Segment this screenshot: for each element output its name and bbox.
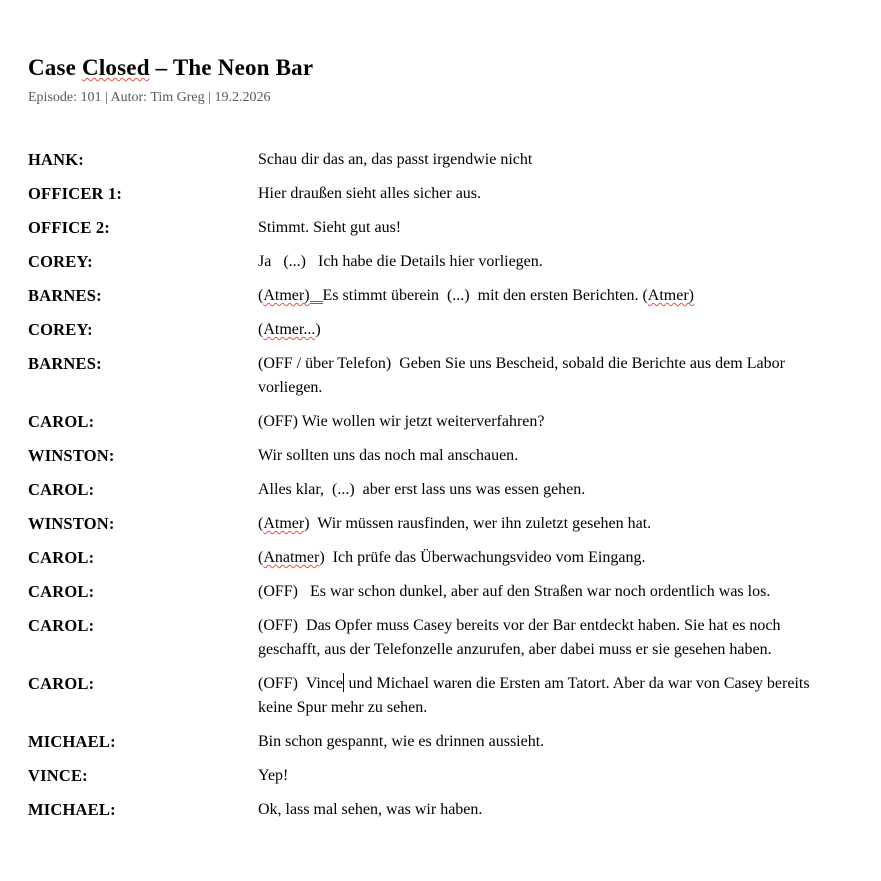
script-row <box>28 478 853 502</box>
script-row <box>28 764 853 788</box>
dialogue-segment[interactable]: Wir sollten uns das noch mal anschauen. <box>258 447 519 464</box>
script-row <box>28 182 853 206</box>
dialogue-segment[interactable]: und Michael waren die Ersten am Tatort. Aber da war von Casey bereits keine Spur mehr zu sehen. <box>258 675 814 716</box>
dialogue-segment[interactable]: Ok, lass mal sehen, was wir haben. <box>258 801 483 818</box>
document-meta[interactable]: Episode: 101 | Autor: Tim Greg | 19.2.2026 <box>28 90 271 105</box>
dialogue-segment[interactable]: Alles klar, (...) aber erst lass uns was essen gehen. <box>258 481 586 498</box>
dialogue-segment[interactable]: Ja (...) Ich habe die Details hier vorliegen. <box>258 253 543 270</box>
script-row <box>28 730 853 754</box>
speaker-label[interactable]: MICHAEL: <box>28 800 116 819</box>
speaker-label[interactable]: CAROL: <box>28 412 95 431</box>
dialogue-segment[interactable]: Stimmt. Sieht gut aus! <box>258 219 402 236</box>
script-row <box>28 512 853 536</box>
title-segment[interactable]: Case <box>28 55 83 80</box>
speaker-label[interactable]: OFFICE 2: <box>28 218 111 237</box>
dialogue-text[interactable] <box>258 444 836 468</box>
script-row <box>28 410 853 434</box>
dialogue-segment[interactable]: (OFF) Vince <box>258 675 343 692</box>
speaker-label[interactable]: CAROL: <box>28 548 95 567</box>
speaker-label[interactable]: COREY: <box>28 320 93 339</box>
speaker-label[interactable]: BARNES: <box>28 354 102 373</box>
dialogue-segment[interactable]: ) <box>315 321 321 338</box>
speaker-label[interactable]: OFFICER 1: <box>28 184 123 203</box>
speaker-label[interactable]: CAROL: <box>28 616 95 635</box>
misspelled-word[interactable]: Atmer) <box>647 287 694 304</box>
dialogue-segment[interactable]: (OFF) Es war schon dunkel, aber auf den Straßen war noch ordentlich was los. <box>258 583 771 600</box>
speaker-label[interactable]: HANK: <box>28 150 84 169</box>
dialogue-text[interactable] <box>258 318 836 342</box>
dialogue-segment[interactable]: ( <box>258 321 264 338</box>
dialogue-segment[interactable]: ) Wir müssen rausfinden, wer ihn zuletzt gesehen hat. <box>304 515 652 532</box>
dialogue-segment[interactable]: (OFF) Wie wollen wir jetzt weiterverfahren? <box>258 413 545 430</box>
dialogue-segment[interactable]: Schau dir das an, das passt irgendwie nicht <box>258 151 533 168</box>
dialogue-text[interactable] <box>258 580 836 604</box>
dialogue-segment[interactable]: (OFF) Das Opfer muss Casey bereits vor der Bar entdeckt haben. Sie hat es noch geschafft, aus der Telefonzelle anzurufen, aber dabei muss er sie gesehen haben. <box>258 617 785 658</box>
script-row <box>28 798 853 822</box>
document-title[interactable] <box>28 54 853 82</box>
grammar-double-underline <box>310 284 323 304</box>
speaker-label[interactable]: COREY: <box>28 252 93 271</box>
dialogue-segment[interactable]: ) Ich prüfe das Überwachungsvideo vom Eingang. <box>319 549 646 566</box>
dialogue-segment[interactable]: Es stimmt überein (...) mit den ersten Berichten. ( <box>322 287 648 304</box>
dialogue-text[interactable] <box>258 148 836 172</box>
dialogue-text[interactable] <box>258 798 836 822</box>
dialogue-text[interactable] <box>258 250 836 274</box>
script-row <box>28 318 853 342</box>
dialogue-text[interactable] <box>258 182 836 206</box>
dialogue-text[interactable] <box>258 352 836 400</box>
misspelled-word[interactable]: Atmer) <box>263 287 310 304</box>
script-lines <box>28 148 853 822</box>
script-row <box>28 352 853 400</box>
speaker-label[interactable]: VINCE: <box>28 766 88 785</box>
dialogue-text[interactable] <box>258 546 836 570</box>
dialogue-text[interactable] <box>258 216 836 240</box>
title-segment[interactable]: – The Neon Bar <box>149 55 314 80</box>
dialogue-segment[interactable]: ( <box>258 549 264 566</box>
dialogue-text[interactable] <box>258 764 836 788</box>
speaker-label[interactable]: WINSTON: <box>28 514 115 533</box>
misspelled-word[interactable]: Atmer <box>263 515 305 532</box>
dialogue-text[interactable] <box>258 284 836 308</box>
speaker-label[interactable]: MICHAEL: <box>28 732 116 751</box>
dialogue-segment[interactable]: ( <box>258 287 264 304</box>
speaker-label[interactable]: WINSTON: <box>28 446 115 465</box>
script-row <box>28 444 853 468</box>
dialogue-segment[interactable]: Bin schon gespannt, wie es drinnen aussieht. <box>258 733 545 750</box>
dialogue-text[interactable] <box>258 512 836 536</box>
title-misspelled-word[interactable]: Closed <box>82 55 150 80</box>
script-row <box>28 148 853 172</box>
dialogue-segment[interactable]: Hier draußen sieht alles sicher aus. <box>258 185 482 202</box>
script-row <box>28 672 853 720</box>
dialogue-text[interactable] <box>258 478 836 502</box>
misspelled-word[interactable]: Anatmer <box>263 549 320 566</box>
script-row <box>28 216 853 240</box>
misspelled-word[interactable]: Atmer... <box>263 321 316 338</box>
dialogue-segment[interactable]: (OFF / über Telefon) Geben Sie uns Bescheid, sobald die Berichte aus dem Labor vorliegen. <box>258 355 789 396</box>
speaker-label[interactable]: BARNES: <box>28 286 102 305</box>
script-row <box>28 614 853 662</box>
script-row <box>28 250 853 274</box>
dialogue-text[interactable] <box>258 410 836 434</box>
script-row <box>28 546 853 570</box>
dialogue-text[interactable] <box>258 730 836 754</box>
dialogue-segment[interactable]: ( <box>258 515 264 532</box>
dialogue-text[interactable] <box>258 672 836 720</box>
speaker-label[interactable]: CAROL: <box>28 582 95 601</box>
dialogue-segment[interactable]: Yep! <box>258 767 289 784</box>
script-row <box>28 284 853 308</box>
dialogue-text[interactable] <box>258 614 836 662</box>
speaker-label[interactable]: CAROL: <box>28 480 95 499</box>
script-row <box>28 580 853 604</box>
speaker-label[interactable]: CAROL: <box>28 674 95 693</box>
